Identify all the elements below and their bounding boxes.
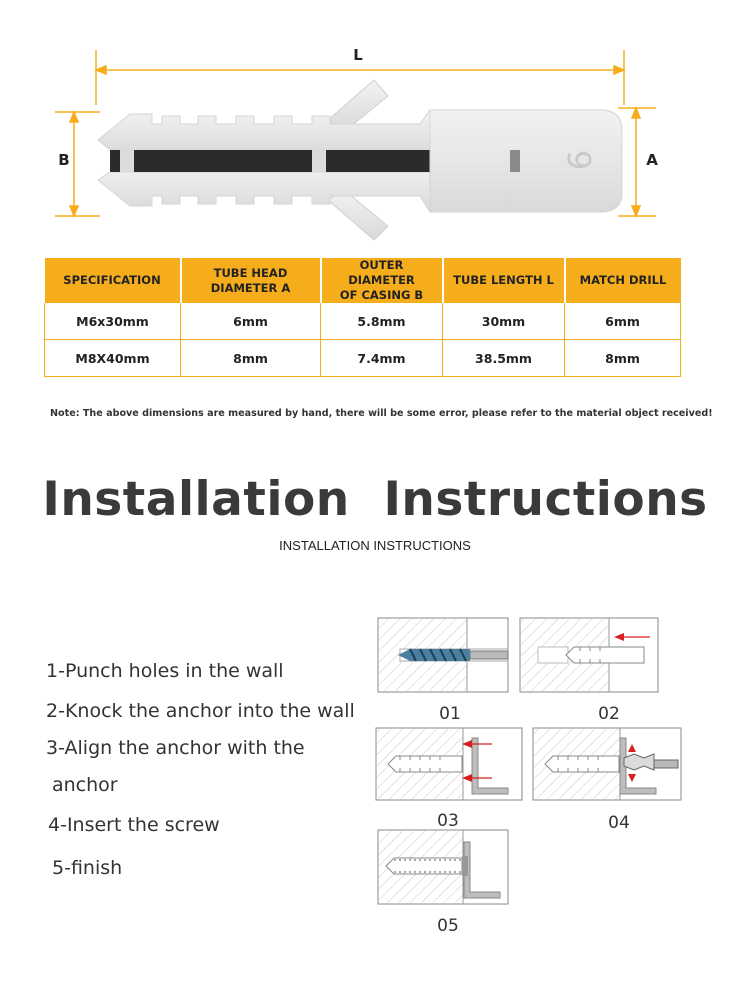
table-cell: 7.4mm: [321, 340, 443, 377]
length-label: L: [353, 46, 363, 64]
table-header-row: [45, 258, 681, 303]
table-cell: M6x30mm: [45, 303, 181, 340]
table-row: [45, 340, 681, 377]
a-label: A: [646, 151, 658, 169]
step-1-text: 1-Punch holes in the wall: [46, 660, 284, 682]
header-specification: SPECIFICATION: [45, 258, 181, 303]
header-tube-head-diameter: TUBE HEAD DIAMETER A: [181, 258, 321, 303]
specification-table: [44, 258, 681, 377]
step-01-label: 01: [439, 704, 461, 724]
anchor-size-marking: 6: [561, 149, 599, 171]
header-outer-diameter: OUTER DIAMETER OF CASING B: [321, 258, 443, 303]
step-02-label: 02: [598, 704, 620, 724]
step-2-text: 2-Knock the anchor into the wall: [46, 700, 355, 722]
step-03-label: 03: [437, 811, 459, 831]
step-03-illustration: [376, 728, 522, 800]
step-4-text: 4-Insert the screw: [48, 814, 220, 836]
header-match-drill: MATCH DRILL: [565, 258, 681, 303]
step-04-label: 04: [608, 813, 630, 833]
installation-step-illustrations: [0, 600, 750, 1000]
wall-anchor-drawing: [98, 80, 622, 240]
table-cell: 6mm: [565, 303, 681, 340]
table-cell: 38.5mm: [443, 340, 565, 377]
table-cell: 30mm: [443, 303, 565, 340]
page-subtitle: INSTALLATION INSTRUCTIONS: [279, 538, 471, 553]
step-3-text-continued: anchor: [52, 774, 118, 796]
header-tube-length: TUBE LENGTH L: [443, 258, 565, 303]
table-cell: M8X40mm: [45, 340, 181, 377]
table-cell: 8mm: [181, 340, 321, 377]
table-cell: 8mm: [565, 340, 681, 377]
step-01-illustration: [378, 618, 508, 692]
step-5-text: 5-finish: [52, 857, 123, 879]
page-title: Installation Instructions: [42, 472, 708, 527]
step-05-illustration: [378, 830, 508, 904]
step-04-illustration: [533, 728, 681, 800]
step-3-text: 3-Align the anchor with the: [46, 737, 305, 759]
step-02-illustration: [520, 618, 658, 692]
table-cell: 5.8mm: [321, 303, 443, 340]
table-row: [45, 303, 681, 340]
step-05-label: 05: [437, 916, 459, 936]
b-label: B: [58, 151, 70, 169]
measurement-note: Note: The above dimensions are measured by hand, there will be some error, please refer to the material object received!: [50, 408, 713, 419]
anchor-dimension-diagram: [0, 0, 750, 255]
table-cell: 6mm: [181, 303, 321, 340]
